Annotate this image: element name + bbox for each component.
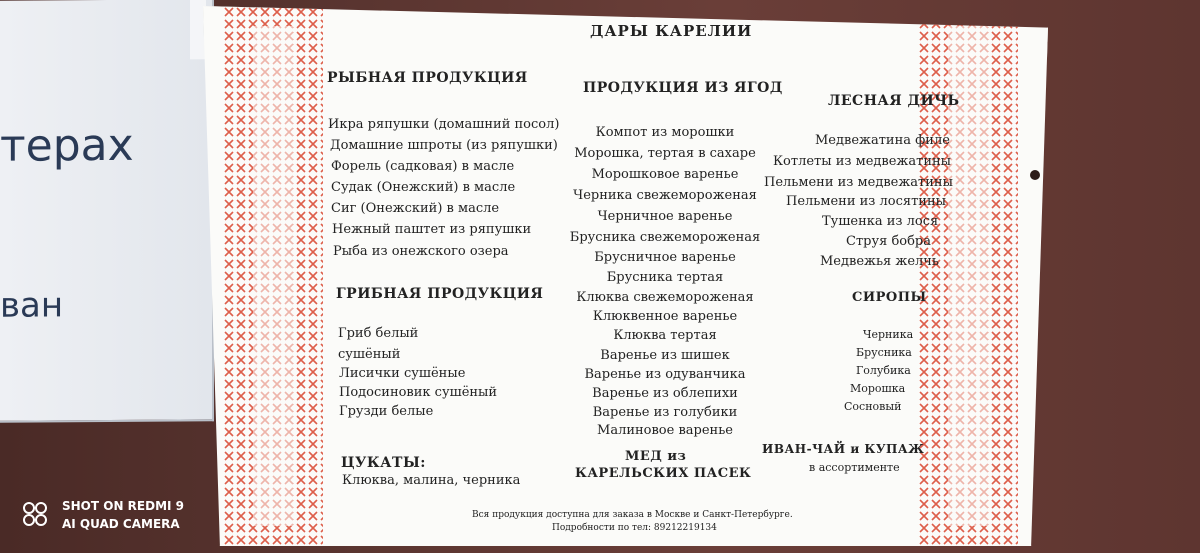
berries-item: Клюквенное варенье [592,309,738,324]
mushroom-item: Грузди белые [339,404,434,419]
tea-sub: в ассортименте [809,461,900,474]
berries-item: Брусника свежемороженая [569,230,761,245]
syrups-item: Голубика [856,364,911,377]
berries-item: Компот из морошки [595,125,735,140]
game-item: Пельмени из лосятины [786,194,946,209]
fish-heading: РЫБНАЯ ПРОДУКЦИЯ [327,70,528,86]
game-item: Медвежатина филе [815,133,950,148]
berries-item: Клюква свежемороженая [576,290,754,305]
berries-item: Брусника тертая [606,270,724,285]
fish-item: Икра ряпушки (домашний посол) [328,117,560,132]
berries-item: Варенье из одуванчика [584,367,746,382]
berries-heading: ПРОДУКЦИЯ ИЗ ЯГОД [583,80,783,96]
tea-heading: ИВАН-ЧАЙ и КУПАЖ [762,442,925,456]
syrups-item: Морошка [850,382,906,395]
berries-item: Варенье из облепихи [592,386,738,401]
fish-item: Рыба из онежского озера [333,244,509,259]
honey-line2: КАРЕЛЬСКИХ ПАСЕК [575,466,752,481]
mushroom-heading: ГРИБНАЯ ПРОДУКЦИЯ [336,286,544,302]
ornament-right [918,6,1018,546]
syrups-item: Брусника [856,346,912,359]
fish-item: Сиг (Онежский) в масле [331,201,500,216]
game-heading: ЛЕСНАЯ ДИЧЬ [828,93,960,109]
fish-item: Форель (садковая) в масле [331,159,515,174]
footer-line1: Вся продукция доступна для заказа в Москве и Санкт-Петербурге. [472,510,793,520]
left-sign-line2: ван [0,285,64,326]
berries-item: Варенье из шишек [600,348,730,363]
ornament-left [223,6,323,546]
left-sign-line1: терах [0,119,134,172]
camera-logo-icon [22,501,48,527]
berries-item: Морошка, тертая в сахаре [574,146,756,161]
footer-line2: Подробности по тел: 89212219134 [552,523,717,533]
mushroom-item: Гриб белый [338,326,419,341]
game-item: Струя бобра [846,234,931,249]
berries-item: Клюква тертая [613,328,717,343]
game-item: Котлеты из медвежатины [773,154,951,169]
mushroom-item: Подосиновик сушёный [339,385,498,400]
berries-item: Малиновое варенье [597,423,733,438]
fish-item: Домашние шпроты (из ряпушки) [330,138,558,153]
candied-item: Клюква, малина, черника [342,473,521,488]
honey-line1: МЕД из [625,449,687,464]
game-item: Пельмени из медвежатины [764,175,953,190]
syrups-item: Черника [863,328,914,341]
watermark-line2: AI QUAD CAMERA [62,517,180,531]
fish-item: Судак (Онежский) в масле [331,180,516,195]
game-item: Медвежья желчь [820,254,939,269]
syrups-item: Сосновый [844,400,902,413]
berries-item: Черничное варенье [597,209,733,224]
berries-item: Морошковое варенье [591,167,739,182]
berries-item: Варенье из голубики [592,405,738,420]
berries-item: Черника свежемороженая [573,188,757,203]
candied-heading: ЦУКАТЫ: [341,455,426,471]
game-item: Тушенка из лося [822,214,939,229]
watermark-line1: SHOT ON REDMI 9 [62,499,185,513]
left-sign [0,0,214,423]
menu-title: ДАРЫ КАРЕЛИИ [590,22,753,40]
fish-item: Нежный паштет из ряпушки [332,222,532,237]
screw [1030,170,1040,180]
mushroom-item: Лисички сушёные [339,366,466,381]
syrups-heading: СИРОПЫ [852,290,927,305]
berries-item: Брусничное варенье [594,250,736,265]
mushroom-item: сушёный [338,347,401,362]
